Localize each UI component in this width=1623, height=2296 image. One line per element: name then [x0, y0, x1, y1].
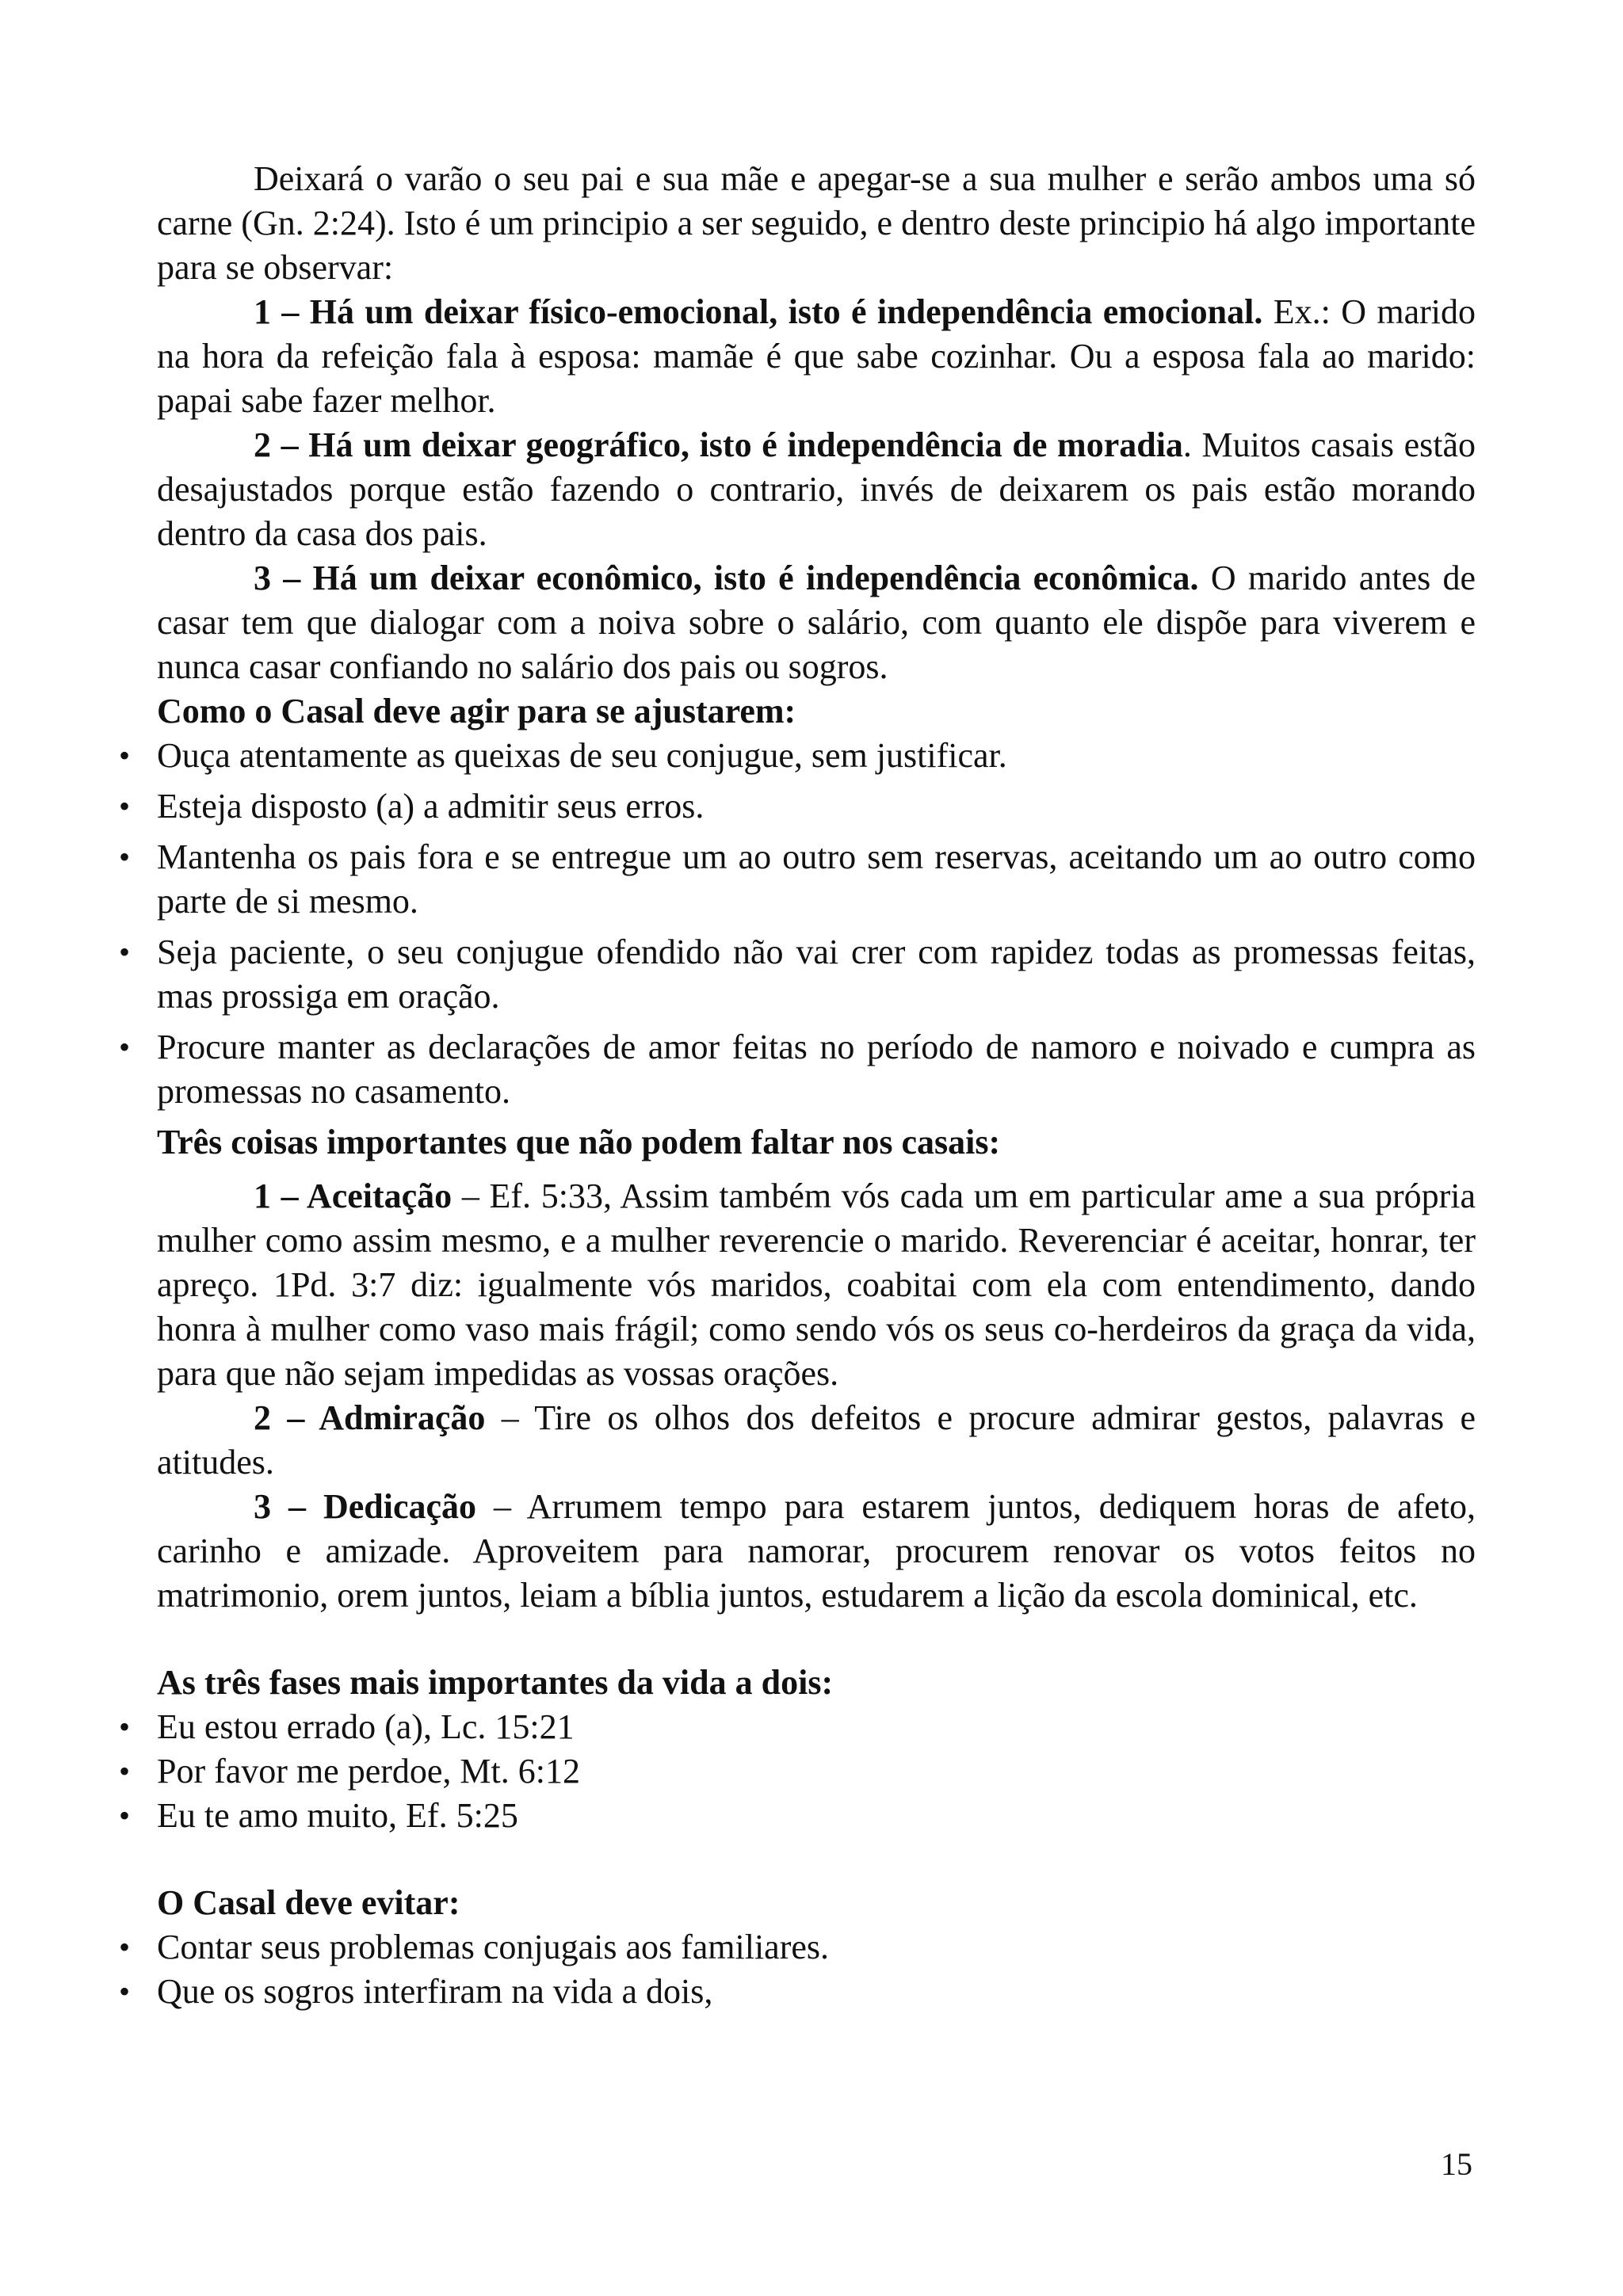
point-1-text: Ex.: O marido na hora da refeição fala à esposa: mamãe é que sabe cozinhar. Ou a esposa fala ao marido: papai sabe fazer melhor. — [157, 292, 1476, 420]
adjust-heading: Como o Casal deve agir para se ajustarem: — [157, 692, 796, 730]
admiration-paragraph — [157, 1396, 1476, 1485]
list-item-text: Por favor me perdoe, Mt. 6:12 — [157, 1752, 580, 1791]
list-item-text: Ouça atentamente as queixas de seu conjugue, sem justificar. — [157, 736, 1007, 775]
list-item — [119, 1025, 1476, 1114]
list-item — [119, 930, 1476, 1019]
list-item — [119, 1970, 1476, 2014]
bullet-icon: • — [119, 1029, 131, 1065]
list-item — [119, 835, 1476, 924]
list-item-text: Esteja disposto (a) a admitir seus erros. — [157, 787, 705, 826]
list-item — [119, 734, 1476, 778]
avoid-heading: O Casal deve evitar: — [157, 1883, 460, 1922]
bullet-icon: • — [119, 738, 131, 773]
avoid-list — [119, 1925, 1476, 2014]
spacer — [157, 1838, 1476, 1881]
intro-paragraph: Deixará o varão o seu pai e sua mãe e apegar-se a sua mulher e serão ambos uma só carne (Gn. 2:24). Isto é um principio a ser seguido, e dentro deste principio há algo importante para se observar: — [157, 159, 1476, 287]
point-3-paragraph — [157, 556, 1476, 689]
bullet-icon: • — [119, 1929, 131, 1965]
list-item — [119, 1925, 1476, 1970]
acceptance-paragraph — [157, 1174, 1476, 1396]
list-item-text: Seja paciente, o seu conjugue ofendido não vai crer com rapidez todas as promessas feitas, mas prossiga em oração. — [157, 933, 1476, 1016]
point-1-paragraph — [157, 290, 1476, 423]
dedication-title: 3 – Dedicação — [254, 1487, 477, 1526]
three-things-heading: Três coisas importantes que não podem faltar nos casais: — [157, 1123, 1001, 1161]
point-1-title: 1 – Há um deixar físico-emocional, isto é independência emocional. — [254, 292, 1263, 331]
acceptance-title: 1 – Aceitação — [254, 1177, 453, 1215]
page-number: 15 — [1441, 2146, 1472, 2182]
phases-heading: As três fases mais importantes da vida a dois: — [157, 1663, 834, 1702]
bullet-icon: • — [119, 1753, 131, 1789]
list-item — [119, 1749, 1476, 1794]
list-item-text: Eu te amo muito, Ef. 5:25 — [157, 1796, 518, 1835]
list-item-text: Eu estou errado (a), Lc. 15:21 — [157, 1707, 575, 1746]
bullet-icon: • — [119, 1709, 131, 1745]
bullet-icon: • — [119, 839, 131, 875]
list-item-text: Procure manter as declarações de amor feitas no período de namoro e noivado e cumpra as promessas no casamento. — [157, 1028, 1476, 1111]
bullet-icon: • — [119, 1798, 131, 1833]
bullet-icon: • — [119, 788, 131, 824]
spacer — [157, 1618, 1476, 1661]
point-2-title: 2 – Há um deixar geográfico, isto é independência de moradia — [254, 425, 1183, 464]
dedication-text: – Arrumem tempo para estarem juntos, dediquem horas de afeto, carinho e amizade. Aproveitem para namorar, procurem renovar os votos feitos no matrimonio, orem juntos, leiam a bíblia juntos, estudarem a lição da escola dominical, etc. — [157, 1487, 1476, 1615]
point-2-paragraph — [157, 423, 1476, 556]
bullet-icon: • — [119, 934, 131, 970]
list-item-text: Mantenha os pais fora e se entregue um ao outro sem reservas, aceitando um ao outro como parte de si mesmo. — [157, 837, 1476, 921]
list-item-text: Contar seus problemas conjugais aos familiares. — [157, 1928, 830, 1966]
list-item — [119, 1794, 1476, 1838]
acceptance-text: – Ef. 5:33, Assim também vós cada um em particular ame a sua própria mulher como assim mesmo, e a mulher reverencie o marido. Reverenciar é aceitar, honrar, ter apreço. 1Pd. 3:7 diz: igualmente vós maridos, coabitai com ela com entendimento, dando honra à mulher como vaso mais frágil; como sendo vós os seus co-herdeiros da graça da vida, para que não sejam impedidas as vossas orações. — [157, 1177, 1476, 1393]
point-2-text: . Muitos casais estão desajustados porque estão fazendo o contrario, invés de deixarem os pais estão morando dentro da casa dos pais. — [157, 425, 1476, 553]
adjust-list — [119, 734, 1476, 1114]
point-3-title: 3 – Há um deixar econômico, isto é independência econômica. — [254, 559, 1199, 597]
document-page — [119, 157, 1476, 2014]
list-item-text: Que os sogros interfiram na vida a dois, — [157, 1972, 713, 2011]
bullet-icon: • — [119, 1974, 131, 2009]
spacer — [157, 1165, 1476, 1174]
point-3-text: O marido antes de casar tem que dialogar com a noiva sobre o salário, com quanto ele dispõe para viverem e nunca casar confiando no salário dos pais ou sogros. — [157, 559, 1476, 686]
list-item — [119, 1705, 1476, 1749]
admiration-text: – Tire os olhos dos defeitos e procure admirar gestos, palavras e atitudes. — [157, 1398, 1476, 1482]
phases-list — [119, 1705, 1476, 1838]
admiration-title: 2 – Admiração — [254, 1398, 486, 1437]
list-item — [119, 784, 1476, 829]
dedication-paragraph — [157, 1485, 1476, 1618]
